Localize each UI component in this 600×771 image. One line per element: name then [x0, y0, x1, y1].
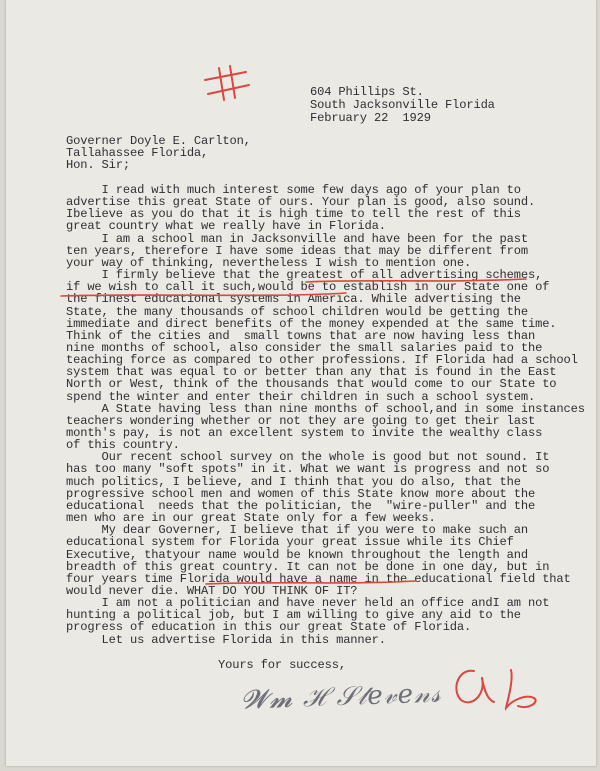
body-line: men who are in our great State only for a few weeks.: [66, 511, 436, 526]
body-line: breadth of this great country. It can not be done in one day, but in: [66, 559, 550, 574]
body-line: immediate and direct benefits of the money expended at the same time.: [66, 316, 557, 331]
body-line: your way of thinking, nevertheless I wish to mention one.: [66, 255, 472, 270]
body-line: great country what we really have in Florida.: [66, 219, 386, 234]
body-line: spend the winter and enter their children in such a school system.: [66, 389, 536, 404]
body-line: Our recent school survey on the whole is good but not sound. It: [66, 450, 550, 465]
body-line: My dear Governer, I believe that if you were to make such an: [66, 523, 528, 538]
body-line: Let us advertise Florida in this manner.: [66, 632, 386, 647]
body-line: educational system for Florida your great issue while its Chief: [66, 535, 514, 550]
address-line: 604 Phillips St.: [310, 85, 424, 99]
body-line: the finest educational systems in America. While advertising the: [66, 292, 521, 307]
recipient-line: Governer Doyle E. Carlton,: [66, 134, 251, 148]
body-line: Executive, thatyour name would be known throughout the length and: [66, 547, 528, 562]
address-line: February 22 1929: [310, 111, 431, 125]
closing: Yours for success,: [218, 658, 346, 672]
red-hash-mark: [205, 66, 249, 100]
body-line: Ibelieve as you do that it is high time to tell the rest of this: [66, 207, 521, 222]
body-line: educational needs that the politician, the "wire-puller" and the: [66, 498, 536, 513]
recipient-line: Tallahassee Florida,: [66, 146, 209, 160]
body-line: I am not a politician and have never held an office andI am not: [66, 596, 550, 611]
body-line: I read with much interest some few days ago of your plan to: [66, 183, 521, 197]
recipient-line: Hon. Sir;: [66, 158, 130, 172]
body-line: I firmly believe that the greatest of all advertising schemes,: [66, 268, 543, 283]
body-line: ten years, therefore I have some ideas that may be different from: [66, 243, 528, 258]
body-line: four years time Florida would have a name in the educational field that: [66, 571, 571, 586]
body-line: A State having less than nine months of school,and in some instances: [66, 401, 585, 416]
body-line: system that was equal to or better than any that is found in the East: [66, 365, 557, 380]
body-line: would never die. WHAT DO YOU THINK OF IT?: [66, 583, 358, 598]
body-line: progressive school men and women of this State know more about the: [66, 486, 536, 501]
body-line: State, the many thousands of school children would be getting the: [66, 304, 528, 319]
body-line: I am a school man in Jacksonville and have been for the past: [66, 231, 528, 246]
body-line: advertise this great State of ours. Your plan is good, also sound.: [66, 195, 536, 210]
body-line: progress of education in this our great State of Florida.: [66, 620, 472, 635]
body-line: Think of the cities and small towns that are now having less than: [66, 328, 536, 343]
letter-page: [6, 0, 596, 766]
red-initials-mark: [456, 670, 535, 708]
body-line: month's pay, is not an excellent system to invite the wealthy class: [66, 426, 543, 440]
body-line: much politics, I believe, and I thinh that you do also, that the: [66, 474, 521, 489]
body-line: nine months of school, also consider the small salaries paid to the: [66, 340, 543, 355]
body-line: teaching force as compared to other professions. If Florida had a school: [66, 353, 578, 368]
body-line: has too many "soft spots" in it. What we want is progress and not so: [66, 462, 550, 477]
body-line: hunting a political job, but I am willing to give any aid to the: [66, 608, 521, 623]
handwritten-signature: 𝓦𝓶 ℋ 𝒮𝓉𝑒𝓋𝑒𝓃𝓈: [240, 678, 443, 716]
address-line: South Jacksonville Florida: [310, 98, 495, 112]
body-line: if we wish to call it such,would be to establish in our State one of: [66, 280, 550, 295]
body-line: North or West, think of the thousands that would come to our State to: [66, 377, 557, 392]
body-line: of this country.: [66, 438, 180, 453]
body-line: teachers wondering whether or not they are going to get their last: [66, 413, 536, 428]
